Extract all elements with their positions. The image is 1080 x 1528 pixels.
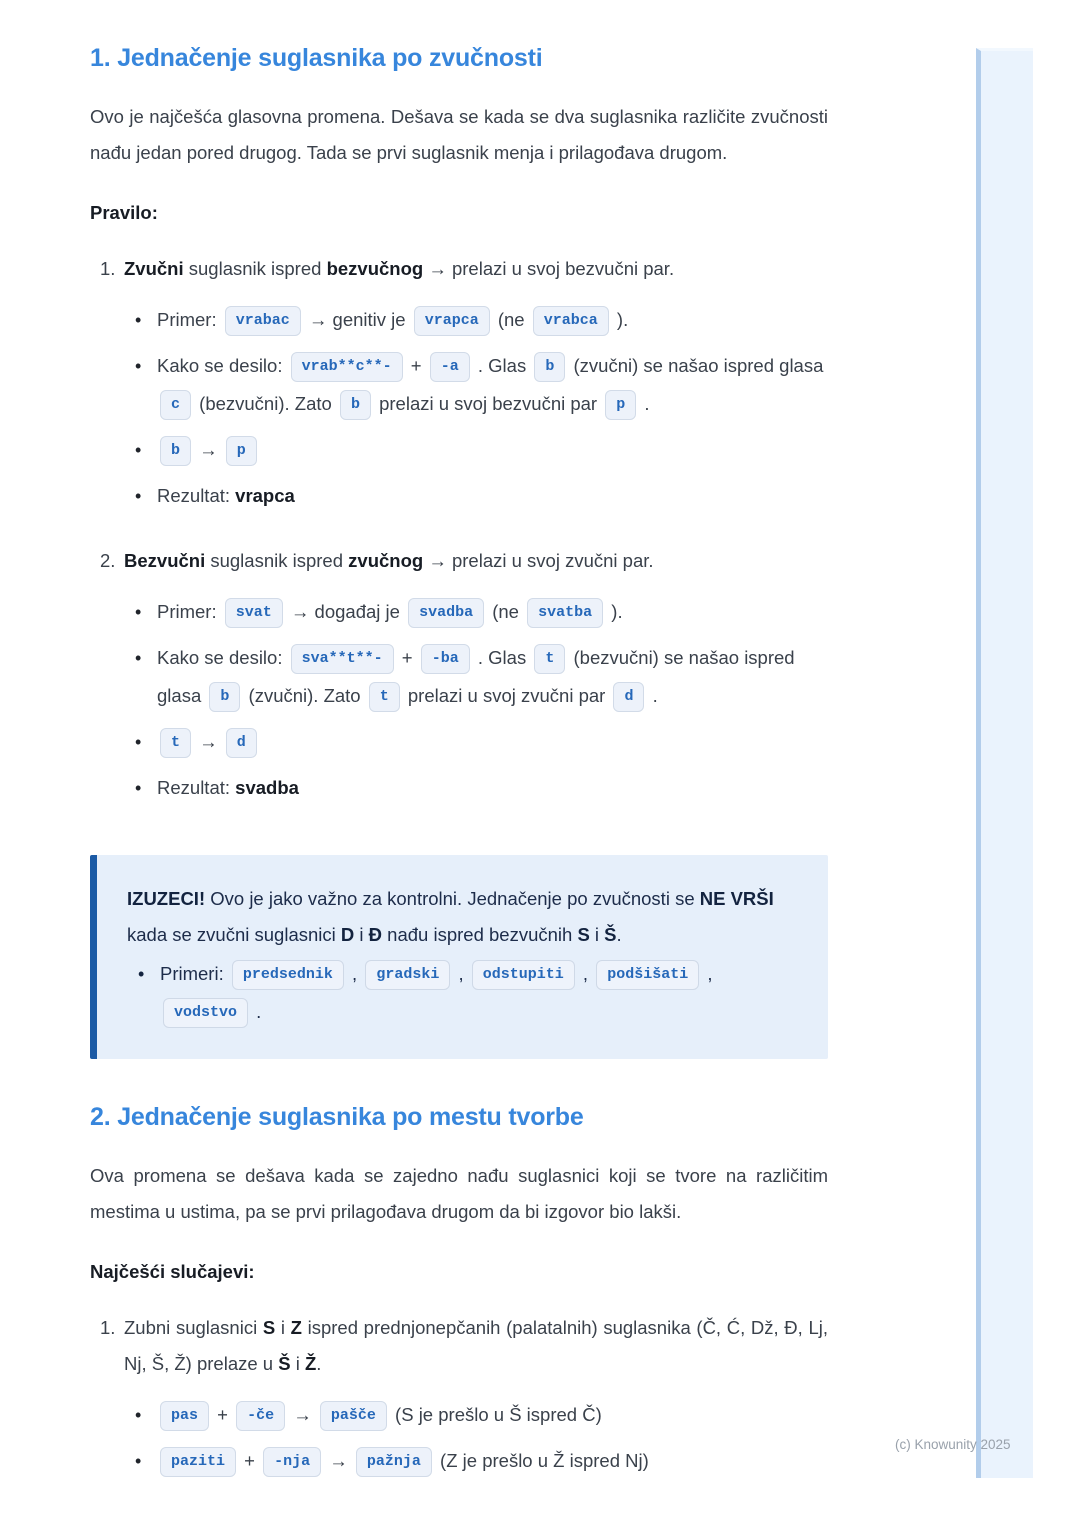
code-token: gradski bbox=[365, 960, 450, 990]
text-run: prelazi u svoj zvučni par bbox=[402, 685, 611, 706]
code-token: vodstvo bbox=[163, 998, 248, 1028]
numbered-list bbox=[100, 1310, 828, 1494]
code-token: b bbox=[534, 352, 565, 382]
code-token: d bbox=[613, 682, 644, 712]
bold-text: Z bbox=[290, 1317, 302, 1338]
item-body bbox=[124, 1310, 828, 1494]
item-text bbox=[124, 1310, 828, 1382]
code-token: c bbox=[160, 390, 191, 420]
text-run: . Glas bbox=[472, 355, 532, 376]
code-token: svat bbox=[225, 598, 283, 628]
bold-text: zvučnog bbox=[348, 550, 424, 571]
text-run: i bbox=[354, 924, 369, 945]
item-number: 2. bbox=[100, 550, 116, 571]
text-run: . bbox=[316, 1353, 322, 1374]
bullet-list bbox=[138, 955, 798, 1031]
text-run: Zubni suglasnici bbox=[124, 1317, 263, 1338]
text-run: ). bbox=[611, 309, 629, 330]
paragraph bbox=[90, 1254, 828, 1290]
bold-text: bezvučnog bbox=[326, 258, 424, 279]
text-run: + bbox=[212, 1404, 234, 1425]
text-run: Primer: bbox=[157, 601, 222, 622]
text-run: , bbox=[702, 963, 713, 984]
list-item bbox=[135, 723, 828, 761]
code-token: t bbox=[534, 644, 565, 674]
exceptions-callout bbox=[90, 855, 828, 1059]
text-run: → genitiv je bbox=[303, 309, 411, 330]
code-token: pas bbox=[160, 1401, 209, 1431]
code-token: p bbox=[226, 436, 257, 466]
code-token: sva**t**- bbox=[291, 644, 394, 674]
text-run: Rezultat: bbox=[157, 777, 236, 798]
text-run: i bbox=[275, 1317, 291, 1338]
text-run: (ne bbox=[492, 309, 530, 330]
bullet-list bbox=[135, 1396, 828, 1480]
text-run: . bbox=[639, 393, 650, 414]
code-token: pašče bbox=[320, 1401, 387, 1431]
paragraph bbox=[90, 195, 828, 231]
bold-text: Š bbox=[278, 1353, 291, 1374]
text-run: . bbox=[647, 685, 658, 706]
text-run: → prelazi u svoj bezvučni par. bbox=[423, 258, 675, 279]
code-token: t bbox=[369, 682, 400, 712]
text-run: (Z je prešlo u Ž ispred Nj) bbox=[434, 1450, 649, 1471]
section-heading: 2. Jednačenje suglasnika po mestu tvorbe bbox=[90, 1103, 584, 1131]
text-run: (bezvučni). Zato bbox=[194, 393, 337, 414]
watermark: (c) Knowunity 2025 bbox=[895, 1437, 1011, 1452]
text-run: Primeri: bbox=[160, 963, 229, 984]
bullet-list bbox=[135, 301, 828, 515]
item-number: 1. bbox=[100, 1317, 116, 1338]
text-run: Ovo je jako važno za kontrolni. Jednačenje po zvučnosti se bbox=[205, 888, 700, 909]
bold-text: vrapca bbox=[235, 485, 295, 506]
numbered-item bbox=[100, 251, 828, 529]
list-item bbox=[135, 1442, 828, 1480]
bold-text: Đ bbox=[368, 924, 383, 945]
item-number: 1. bbox=[100, 258, 116, 279]
bold-text: Najčešći slučajevi: bbox=[90, 1261, 255, 1282]
code-token: vrapca bbox=[414, 306, 490, 336]
bold-text: NE VRŠI bbox=[699, 888, 774, 909]
code-token: -nja bbox=[263, 1447, 321, 1477]
text-run: (zvučni). Zato bbox=[243, 685, 366, 706]
bold-text: S bbox=[577, 924, 590, 945]
text-run: . bbox=[616, 924, 622, 945]
text-run: Kako se desilo: bbox=[157, 355, 288, 376]
text-run: ). bbox=[606, 601, 623, 622]
text-run: + bbox=[405, 355, 427, 376]
code-token: pažnja bbox=[356, 1447, 432, 1477]
text-run: → događaj je bbox=[285, 601, 406, 622]
list-item bbox=[138, 955, 798, 1031]
item-text bbox=[124, 543, 828, 579]
bold-text: svadba bbox=[235, 777, 299, 798]
bold-text: Ž bbox=[304, 1353, 317, 1374]
text-run: Rezultat: bbox=[157, 485, 236, 506]
text-run: suglasnik ispred bbox=[205, 550, 349, 571]
next-page-edge bbox=[976, 48, 1033, 1478]
paragraph bbox=[90, 99, 828, 171]
bold-text: Pravilo: bbox=[90, 202, 158, 223]
text-run: → bbox=[194, 731, 223, 752]
bold-text: Bezvučni bbox=[124, 550, 206, 571]
text-run: prelazi u svoj bezvučni par bbox=[373, 393, 603, 414]
list-item bbox=[135, 1396, 828, 1434]
callout-text bbox=[127, 881, 798, 953]
code-token: vrab**c**- bbox=[291, 352, 403, 382]
numbered-item bbox=[100, 543, 828, 821]
code-token: svadba bbox=[408, 598, 484, 628]
code-token: -če bbox=[236, 1401, 285, 1431]
code-token: d bbox=[226, 728, 257, 758]
text-run: Kako se desilo: bbox=[157, 647, 288, 668]
text-run: (zvučni) se našao ispred glasa bbox=[568, 355, 824, 376]
code-token: vrabca bbox=[533, 306, 609, 336]
text-run: → bbox=[194, 439, 223, 460]
item-body bbox=[124, 251, 828, 529]
code-token: b bbox=[209, 682, 240, 712]
text-run: . Glas bbox=[472, 647, 532, 668]
code-token: svatba bbox=[527, 598, 603, 628]
text-run: Ovo je najčešća glasovna promena. Dešava se kada se dva suglasnika različite zvučnosti nađu jedan pored drugog. Tada se prvi suglasnik menja i prilagođava drugom. bbox=[90, 106, 828, 163]
code-token: b bbox=[160, 436, 191, 466]
text-run: i bbox=[290, 1353, 305, 1374]
bold-text: S bbox=[262, 1317, 276, 1338]
text-run: (ne bbox=[487, 601, 525, 622]
text-run: Ova promena se dešava kada se zajedno nađu suglasnici koji se tvore na različitim mestima u ustima, pa se prvi prilagođava drugom da bi izgovor bio lakši. bbox=[90, 1165, 828, 1222]
text-run: , bbox=[577, 963, 594, 984]
bold-text: Š bbox=[604, 924, 617, 945]
text-run: + bbox=[239, 1450, 261, 1471]
text-run: , bbox=[346, 963, 363, 984]
bullet-list bbox=[135, 593, 828, 807]
text-run: → prelazi u svoj zvučni par. bbox=[423, 550, 654, 571]
text-run: . bbox=[251, 1001, 262, 1022]
code-token: predsednik bbox=[232, 960, 344, 990]
list-item bbox=[135, 639, 828, 715]
list-item bbox=[135, 301, 828, 339]
document-content bbox=[90, 44, 828, 1508]
list-item bbox=[135, 431, 828, 469]
bold-text: IZUZECI! bbox=[127, 888, 206, 909]
code-token: t bbox=[160, 728, 191, 758]
text-run: nađu ispred bezvučnih bbox=[382, 924, 578, 945]
item-body bbox=[124, 543, 828, 821]
text-run: (S je prešlo u Š ispred Č) bbox=[389, 1404, 602, 1425]
list-item bbox=[135, 769, 828, 807]
numbered-item bbox=[100, 1310, 828, 1494]
text-run: Primer: bbox=[157, 309, 222, 330]
code-token: p bbox=[605, 390, 636, 420]
list-item bbox=[135, 477, 828, 515]
text-run: , bbox=[453, 963, 469, 984]
numbered-list bbox=[100, 251, 828, 821]
text-run: ispred prednjonepčanih (palatalnih) suglasnika (Č, Ć, Dž, Đ, Lj, Nj, Š, Ž) prelaze u bbox=[124, 1317, 829, 1374]
list-item bbox=[135, 593, 828, 631]
text-run: suglasnik ispred bbox=[183, 258, 327, 279]
code-token: vrabac bbox=[225, 306, 301, 336]
bold-text: D bbox=[340, 924, 355, 945]
text-run: + bbox=[396, 647, 418, 668]
list-item bbox=[135, 347, 828, 423]
text-run: kada se zvučni suglasnici bbox=[127, 924, 341, 945]
text-run: → bbox=[288, 1404, 317, 1425]
code-token: -ba bbox=[421, 644, 470, 674]
code-token: paziti bbox=[160, 1447, 236, 1477]
bold-text: Zvučni bbox=[124, 258, 184, 279]
code-token: odstupiti bbox=[472, 960, 575, 990]
item-text bbox=[124, 251, 828, 287]
code-token: -a bbox=[430, 352, 470, 382]
section-heading: 1. Jednačenje suglasnika po zvučnosti bbox=[90, 44, 543, 72]
code-token: podšišati bbox=[596, 960, 699, 990]
paragraph bbox=[90, 1158, 828, 1230]
text-run: (bezvučni) se našao ispred glasa bbox=[157, 647, 795, 706]
text-run: i bbox=[589, 924, 605, 945]
code-token: b bbox=[340, 390, 371, 420]
text-run: → bbox=[324, 1450, 353, 1471]
